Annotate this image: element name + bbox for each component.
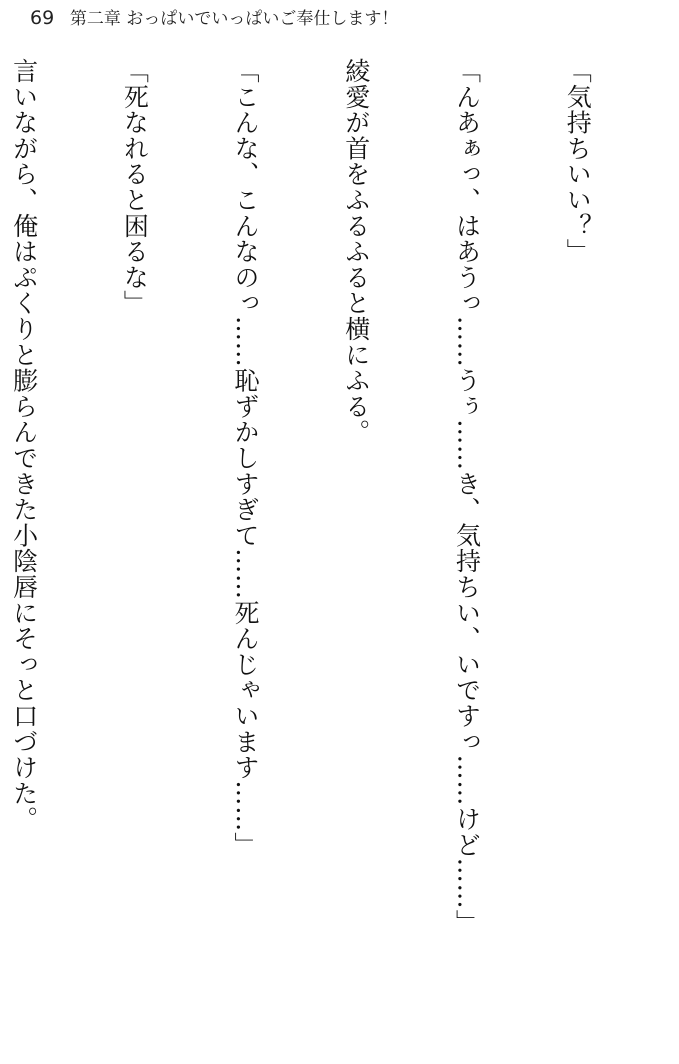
page-header (30, 6, 398, 30)
text-line-6: 言いながら、俺はぷくりと膨らんできた小陰唇にそっと口づけた。 (9, 58, 39, 832)
text-line-1: 「気持ちいい？」 (563, 58, 593, 265)
text-line-2: 「んあぁっ、はあうっ……うぅ……き、気持ちい、いですっ……けど……」 (452, 58, 482, 936)
vertical-text-body (9, 58, 669, 1043)
text-line-3: 綾愛が首をふるふると横にふる。 (341, 58, 371, 445)
text-line-4: 「こんな、こんなのっ……恥ずかしすぎて……死んじゃいます……」 (231, 58, 261, 858)
page-number: 69 (30, 7, 55, 29)
chapter-title: 第二章 おっぱいでいっぱいご奉仕します！ (69, 9, 399, 29)
text-line-5: 「死なれると困るな」 (120, 58, 150, 316)
